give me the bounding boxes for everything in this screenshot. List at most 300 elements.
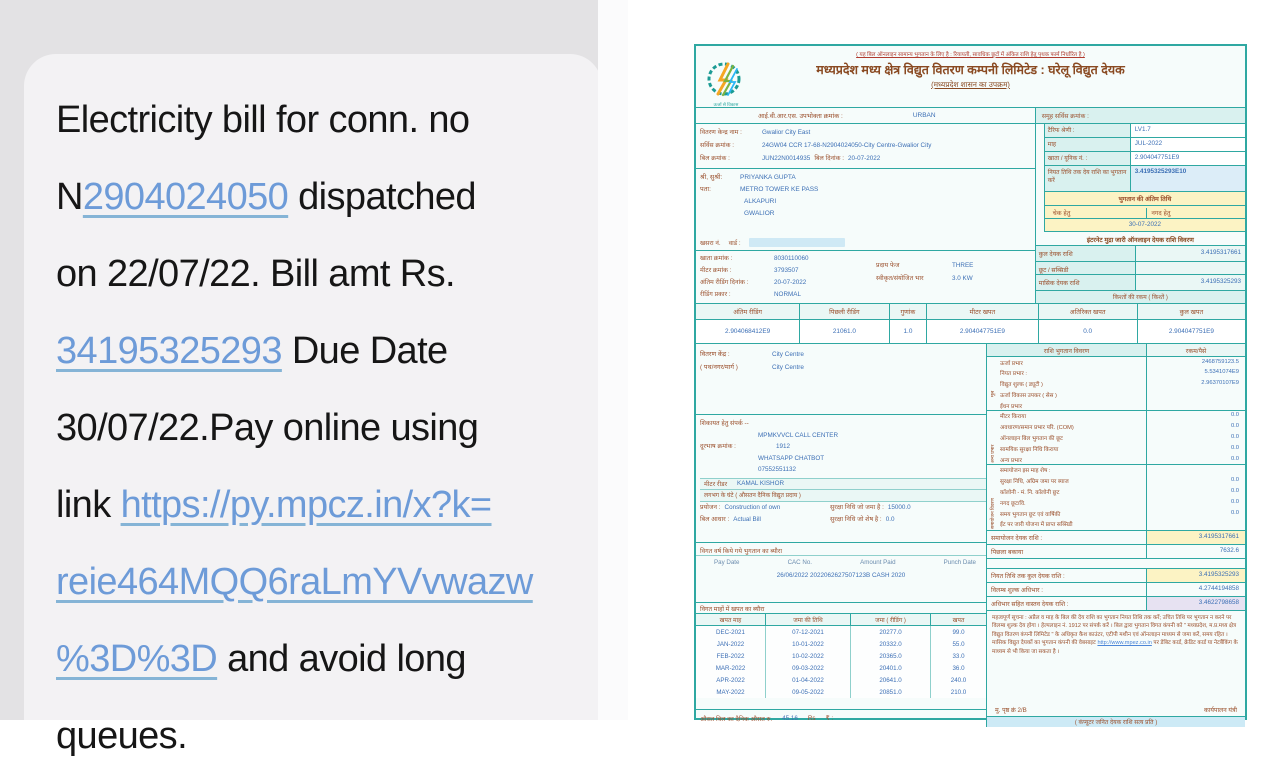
account-label: खाता क्रमांक : — [700, 255, 733, 262]
bill-summary-column — [1036, 108, 1245, 303]
office-info-rows — [696, 124, 1035, 168]
history-header: जमा की तिथि — [766, 614, 851, 626]
call-center-name: MPMKVVCL CALL CENTER — [758, 431, 839, 439]
charge-row — [987, 379, 1245, 390]
readings-header: अंतिम रीडिंग — [696, 304, 800, 320]
sd2-cell — [830, 514, 986, 526]
charge-row — [987, 411, 1245, 422]
rupee-symbol: ₹ : — [825, 715, 834, 722]
charge-value: 2468759123.5 — [1201, 358, 1239, 365]
charge-label: ईंधन प्रभार — [987, 400, 1147, 410]
due-amount-value: 3.4195325293E10 — [1131, 166, 1245, 191]
adjusted-amount-value: 3.4195317661 — [1147, 531, 1245, 544]
last-reading-label: अंतिम रीडिंग दिनांक : — [700, 279, 749, 286]
whatsapp-label: WHATSAPP CHATBOT — [758, 454, 825, 462]
website-url: http://www.mpez.co.in — [1097, 640, 1152, 647]
history-row — [696, 626, 986, 638]
sms-line — [56, 467, 602, 544]
meter-number-row — [700, 265, 1035, 277]
office-value: Gwalior City East — [762, 129, 811, 136]
charge-label: ऊर्जा प्रभार — [987, 357, 1147, 368]
charge-value: 0.0 — [1230, 434, 1239, 441]
phase-row — [876, 259, 973, 272]
sms-text: Due Date — [281, 330, 448, 372]
ivrs-row — [696, 108, 1035, 124]
due-total-value: 3.4195325293 — [1147, 569, 1245, 582]
payment-history-block — [696, 542, 986, 602]
charge-value — [1147, 519, 1245, 530]
meter-info-block — [696, 250, 1035, 303]
signature-row — [987, 702, 1245, 716]
daily-average-unit: Rs — [807, 715, 816, 722]
address-line-1: METRO TOWER KE PASS — [740, 186, 819, 193]
billno-value: JUN22N0014935 — [762, 155, 811, 162]
history-cell: FEB-2022 — [696, 650, 766, 662]
history-cell: 10-02-2022 — [766, 650, 851, 662]
installment-note: किश्तों की रकम ( किश्तें ) — [1036, 291, 1245, 303]
history-cell: MAR-2022 — [696, 662, 766, 674]
service-label: सर्विस क्रमांक : — [700, 142, 734, 149]
history-cell: 10-01-2022 — [766, 638, 851, 650]
charge-value: 0.0 — [1230, 412, 1239, 419]
name-row — [700, 172, 1035, 184]
charge-value: 0.0 — [1230, 477, 1239, 484]
readings-header: मीटर खपत — [927, 304, 1038, 320]
charge-value: 0.0 — [1230, 455, 1239, 462]
readings-value: 1.0 — [890, 320, 928, 344]
phone-row — [700, 441, 986, 453]
history-cell: 20641.0 — [851, 674, 931, 686]
history-cell: 240.0 — [931, 674, 986, 686]
with-surcharge-value: 3.4622798658 — [1147, 597, 1245, 610]
readings-value: 21061.0 — [800, 320, 889, 344]
history-cell: 55.0 — [931, 638, 986, 650]
sms-message-bubble — [24, 54, 602, 757]
readings-value: 2.904068412E9 — [696, 320, 800, 344]
history-cell: 09-05-2022 — [766, 686, 851, 698]
payment-header: Punch Date — [943, 559, 976, 566]
readings-value: 2.904047751E9 — [1138, 320, 1245, 344]
charge-label: सामयिक सुरक्षा निधि किराया — [987, 443, 1147, 454]
sms-line — [56, 621, 602, 698]
address-line-3: GWALIOR — [744, 210, 775, 217]
charge-label: मीटर किराया — [987, 411, 1147, 422]
history-cell: 20277.0 — [851, 626, 931, 638]
charge-row — [987, 508, 1245, 519]
phone-value: 1912 — [775, 443, 790, 450]
monthly-amount-row — [1036, 275, 1245, 291]
history-cell: 20332.0 — [851, 638, 931, 650]
history-cell: MAY-2022 — [696, 686, 766, 698]
dc-sub-value: City Centre — [772, 364, 804, 371]
charge-value: 2.96370107E9 — [1201, 380, 1239, 387]
history-cell: 99.0 — [931, 626, 986, 638]
distribution-centre-block — [696, 344, 986, 414]
last-date-header: भुगतान की अंतिम तिथि — [1045, 192, 1245, 205]
important-notice — [987, 610, 1245, 702]
payment-header: Pay Date — [714, 559, 740, 566]
whatsapp-number: 07552551132 — [758, 466, 797, 473]
readings-header: गुणांक — [890, 304, 928, 320]
surcharge-label: विलम्ब शुल्क अधिभार : — [987, 583, 1147, 596]
logo-caption: ऊर्जा से विकास — [713, 102, 739, 107]
history-header-row — [696, 614, 986, 626]
last-date-header-row — [1045, 192, 1245, 206]
history-header: खपत — [931, 614, 986, 626]
sms-line — [56, 313, 602, 390]
readings-value-row — [696, 320, 1245, 344]
charge-row — [987, 422, 1245, 433]
payment-header: CAC No. — [787, 559, 812, 566]
charge-label: समायोजन इस माह शेष : — [987, 465, 1147, 476]
readings-value: 2.904047751E9 — [927, 320, 1038, 344]
billbase-label: बिल आधार : — [700, 515, 730, 523]
address-row — [700, 184, 1035, 196]
readings-value: 0.0 — [1039, 320, 1138, 344]
due-total-label: नियत तिथि तक कुल देयक राशि : — [987, 569, 1147, 582]
readings-header: अतिरिक्त खपत — [1039, 304, 1138, 320]
bill-title: मध्यप्रदेश मध्य क्षेत्र विद्युत वितरण कम्पनी लिमिटेड : घरेलू विद्युत देयक — [816, 63, 1125, 77]
history-title: विगत माहों में खपत का ब्यौरा — [696, 603, 986, 614]
side-label-group3: समायोजन विवरण — [991, 498, 996, 529]
charge-label: समय भुगतान छूट एवं वार्षिकी — [987, 508, 1147, 519]
payment-url-link[interactable]: https://py.mpcz.in/x?k= — [120, 484, 492, 526]
charge-label: कॉलोनी - मं. नि. कॉलोनी छूट — [987, 487, 1147, 498]
sms-line — [56, 82, 602, 159]
page-number: मु. पृष्ठ क्रं 2/B — [995, 706, 1027, 714]
load-row — [876, 272, 973, 285]
purpose-cell — [700, 502, 830, 514]
history-row — [696, 650, 986, 662]
charge-value — [1147, 400, 1245, 410]
sms-line-clipped — [56, 698, 602, 775]
history-cell: 09-03-2022 — [766, 662, 851, 674]
charge-label: ऊर्जा विकास उपकर ( सेस ) — [987, 389, 1147, 400]
connection-number-link[interactable]: 2904024050 — [82, 176, 289, 218]
khasra-row — [700, 238, 845, 247]
monthly-amount-value: 3.4195325293 — [1136, 275, 1245, 290]
due-total-row — [987, 568, 1245, 582]
month-value: JUL-2022 — [1131, 138, 1245, 151]
complaint-label-row — [700, 418, 986, 430]
meter-reader-name: KAMAL KISHOR — [737, 480, 785, 487]
billdate-value: 20-07-2022 — [848, 155, 881, 162]
charge-row — [987, 519, 1245, 530]
billbase-cell — [700, 514, 830, 526]
sd2-value: 0.0 — [885, 515, 895, 523]
payment-url-link[interactable]: reie464MQQ6raLmYVvwazw — [56, 561, 533, 603]
with-surcharge-label: अधिभार सहित वास्तव देयक राशि : — [987, 597, 1147, 610]
office-label: वितरण केन्द्र नाम : — [700, 129, 742, 136]
total-amount-value: 3.4195317661 — [1136, 246, 1245, 261]
history-cell: 20851.0 — [851, 686, 931, 698]
adjusted-amount-row — [987, 530, 1245, 544]
last-date-value-row — [1045, 219, 1245, 232]
total-amount-row — [1036, 246, 1245, 262]
month-row — [1045, 138, 1245, 152]
sms-panel — [0, 0, 612, 757]
lower-left-column — [696, 344, 987, 727]
sms-text: 30/07/22.Pay online using — [56, 407, 479, 449]
billno-label: बिल क्रमांक : — [700, 155, 730, 162]
sms-text: Electricity bill for conn. no — [56, 99, 470, 141]
tariff-label: टैरिफ श्रेणी : — [1045, 124, 1131, 137]
payment-header: Amount Paid — [860, 559, 896, 566]
surcharge-row — [987, 582, 1245, 596]
meter-number-label: मीटर क्रमांक : — [700, 267, 732, 274]
arrears-value: 7632.6 — [1219, 547, 1239, 555]
consumer-info-column — [696, 108, 1036, 303]
charge-row — [987, 368, 1245, 379]
readings-header: कुल खपत — [1138, 304, 1245, 320]
phase-value: THREE — [952, 262, 974, 269]
charge-value: 5.5341074E9 — [1204, 369, 1239, 376]
charge-row — [987, 476, 1245, 487]
readings-table — [696, 303, 1245, 344]
sms-text: dispatched — [288, 176, 476, 218]
history-cell: 01-04-2022 — [766, 674, 851, 686]
cheque-cash-cells — [1045, 206, 1245, 218]
complaint-contact-block — [696, 414, 986, 542]
history-header: खपत माह — [696, 614, 766, 626]
units-label: खाता / यूनिक नं. : — [1045, 152, 1131, 165]
cash-label: नगद हेतु — [1151, 210, 1171, 217]
mpmkvvcl-logo-icon — [702, 60, 750, 106]
total-amount-label: कुल देयक राशि — [1036, 246, 1136, 261]
subsidy-label: छूट / सब्सिडी — [1036, 262, 1136, 274]
readings-header: पिछली रीडिंग — [800, 304, 889, 320]
charge-row — [987, 433, 1245, 444]
meter-reader-row — [700, 478, 986, 490]
charge-label: सुरक्षा निधि, अग्रिम जमा पर ब्याज — [987, 476, 1147, 487]
bill-subtitle: (मध्यप्रदेश शासन का उपक्रम) — [931, 80, 1010, 89]
notice-paragraph-2c: पर डेबिट कार्ड, क्रेडिट कार्ड या नेटबैंकिंग के माध्यम से भी किया जा सकता है । — [992, 640, 1238, 655]
ward-blank-field — [749, 238, 845, 247]
billdate-label: बिल दिनांक : — [814, 155, 844, 162]
bill-lower-section — [696, 344, 1245, 727]
history-cell: 36.0 — [931, 662, 986, 674]
sms-text: N — [56, 176, 83, 218]
group-service-header: समूह सर्विस क्रमांक : — [1036, 108, 1245, 124]
units-value: 2.904047751E9 — [1131, 152, 1245, 165]
summary-table — [1044, 124, 1245, 232]
last-date-value: 30-07-2022 — [1045, 219, 1245, 231]
engineer-signature-label: कार्यपालन यंत्री — [1203, 706, 1237, 714]
service-value: 24GW04 CCR 17-68-N2904024050-City Centre-Gwalior City — [762, 142, 932, 149]
payment-header-row — [696, 556, 986, 566]
charge-value: 0.0 — [1230, 498, 1239, 505]
history-row — [696, 686, 986, 698]
billbase-row — [700, 514, 986, 526]
charges-table — [987, 357, 1245, 530]
charge-row — [987, 357, 1245, 368]
notice-paragraph-2b: मासिक विद्युत देयकों का भुगतान कंपनी की वेबसाइट — [992, 640, 1098, 647]
phase-load-subblock — [876, 259, 973, 285]
charge-value — [1147, 389, 1245, 400]
ivrs-label: आई.वी.आर.एस. उपभोक्ता क्रमांक : — [758, 113, 843, 120]
charge-row — [987, 443, 1245, 454]
readings-header-row — [696, 304, 1245, 320]
sd-value: 15000.0 — [887, 503, 911, 511]
charge-value: 0.0 — [1230, 444, 1239, 451]
sms-text: link — [56, 484, 121, 526]
monthly-amount-label: मासिक देयक राशि — [1036, 275, 1136, 290]
phone-label: दूरभाष क्रमांक : — [700, 443, 736, 450]
meter-number-value: 3793507 — [774, 267, 799, 274]
sms-line — [56, 544, 602, 621]
area-type-value: URBAN — [912, 112, 936, 119]
sms-text: queues. — [56, 715, 188, 757]
side-label-group1: मूल — [991, 390, 996, 397]
supply-hours-label: लगभग के घंटे ( औसतन दैनिक विद्युत प्रदाय ) — [704, 493, 801, 499]
scrollbar-track[interactable] — [598, 0, 628, 720]
charges-header-row — [987, 344, 1245, 357]
charge-label: अन्य प्रभार — [987, 454, 1147, 464]
dc-label: वितरण केंद्र : — [700, 351, 730, 358]
consumption-history-block — [696, 602, 986, 709]
bill-amount-link[interactable]: 34195325293 — [56, 330, 282, 372]
charge-label: विद्युत शुल्क ( ड्यूटी ) — [987, 379, 1147, 390]
dc-row — [700, 348, 986, 361]
history-row — [696, 674, 986, 686]
sms-line — [56, 390, 602, 467]
complaint-label: शिकायत हेतु संपर्क -- — [700, 420, 749, 427]
surcharge-value: 4.2744194858 — [1198, 585, 1239, 593]
history-cell: 20401.0 — [851, 662, 931, 674]
office-row — [700, 126, 1035, 139]
charge-label: नियत प्रभार : — [987, 368, 1147, 379]
charge-row — [987, 389, 1245, 400]
charge-row — [987, 465, 1245, 476]
purpose-row — [700, 502, 986, 514]
cheque-label: चेक हेतु — [1049, 208, 1148, 218]
last-reading-row — [700, 277, 1035, 289]
charge-row — [987, 454, 1245, 465]
history-header: जमा ( रीडिंग ) — [851, 614, 931, 626]
with-surcharge-row — [987, 596, 1245, 610]
load-value: 3.0 KW — [952, 275, 973, 282]
address-label: पता: — [700, 186, 711, 193]
charge-label: ऑनलाइन बिल भुगतान की छूट — [987, 433, 1147, 444]
adjusted-amount-label: समायोजन देयक राशि : — [987, 531, 1147, 544]
tariff-row — [1045, 124, 1245, 138]
history-row — [696, 638, 986, 650]
sd-cell — [830, 502, 986, 514]
account-value: 8030110060 — [774, 255, 809, 262]
history-cell: 210.0 — [931, 686, 986, 698]
sms-text: on 22/07/22. Bill amt Rs. — [56, 253, 455, 295]
reading-type-label: रीडिंग प्रकार : — [700, 291, 731, 298]
online-note: इंटरनेट मुद्रा जारी ऑनलाइन देयक राशि विवरण — [1086, 237, 1194, 244]
charge-row — [987, 487, 1245, 498]
tariff-value: LV1.7 — [1131, 124, 1245, 137]
name-label: श्री, सुश्री: — [700, 174, 723, 181]
history-cell: 07-12-2021 — [766, 626, 851, 638]
daily-average-label: औसत बिल का दैनिक औसत रु. — [700, 716, 773, 723]
khasra-label: खसरा नं. — [700, 240, 721, 247]
cheque-cash-row — [1045, 206, 1245, 219]
due-amount-row — [1045, 166, 1245, 192]
due-amount-label: नियत तिथि तक देय राशि का भुगतान करें — [1045, 166, 1131, 191]
charge-value: 0.0 — [1230, 488, 1239, 495]
history-cell: 33.0 — [931, 650, 986, 662]
consumer-name: PRIYANKA GUPTA — [740, 174, 796, 181]
charge-value: 0.0 — [1230, 423, 1239, 430]
lower-right-column — [987, 344, 1245, 727]
history-cell: APR-2022 — [696, 674, 766, 686]
purpose-label: प्रयोजन : — [700, 503, 721, 511]
billbase-value: Actual Bill — [733, 515, 761, 523]
totals-table — [1036, 245, 1245, 303]
payment-url-link[interactable]: %3D%3D — [56, 638, 218, 680]
arrears-row — [987, 544, 1245, 558]
electricity-bill-document — [694, 44, 1247, 726]
supply-hours-row — [700, 490, 986, 502]
reading-type-value: NORMAL — [774, 291, 801, 298]
history-cell: 20365.0 — [851, 650, 931, 662]
notice-paragraph-2a: बिल द्वारा भुगतान विगत कंपनी को " मध्यप्रदेश, म.प्र.मध्य क्षेत्र विद्युत वितरण कंपनी लिमिटेड " के अधिकृत कैश काउंटर, एटीपी मशीन एवं ऑनलाइन माध्यम से जमा करें, समय रहित । — [992, 623, 1237, 638]
daily-average-value: 45.16 — [782, 715, 798, 722]
charge-value: 0.0 — [1230, 509, 1239, 516]
computer-generated-strip: ( कंप्यूटर जनित देयक राशि सत्य प्रति ) — [987, 716, 1245, 727]
reading-type-row — [700, 289, 1035, 301]
bill-upper-section — [696, 108, 1245, 303]
consumer-name-block — [696, 168, 1035, 250]
history-cell: JAN-2022 — [696, 638, 766, 650]
subsidy-row — [1036, 262, 1245, 275]
account-row — [700, 253, 1035, 265]
dc-sub-label: ( पथ/नगर/मार्ग ) — [700, 364, 738, 371]
dc-value: City Centre — [772, 351, 804, 358]
service-row — [700, 139, 1035, 152]
load-label: स्वीकृत/संयोजित भार — [876, 275, 924, 282]
history-cell: DEC-2021 — [696, 626, 766, 638]
charges-amount-header: रकम/पैसे — [1147, 344, 1245, 356]
charge-row — [987, 400, 1245, 411]
ward-label: वार्ड : — [728, 240, 741, 247]
billno-row — [700, 152, 1035, 165]
side-label-group2: अन्य प्रभार — [991, 444, 996, 463]
daily-average-row — [696, 709, 986, 727]
charges-header-label: राशि भुगतान विवरण — [987, 344, 1147, 356]
payment-title: विगत वर्ष किये गये भुगतान का ब्यौरा — [696, 543, 986, 556]
month-label: माह — [1045, 138, 1131, 151]
notice-paragraph-1: महत्वपूर्ण सूचना : अप्रैल व माह के बिल की देय राशि का भुगतान नियत तिथि तक करें; उचित तिथि पर भुगतान न करने पर विलम्ब शुल्क देय होगा । हेल्पलाइन नं. 1912 पर संपर्क करें । — [992, 614, 1232, 630]
spacer — [987, 558, 1245, 568]
history-row — [696, 662, 986, 674]
charge-value — [1147, 465, 1245, 476]
last-reading-value: 20-07-2022 — [774, 279, 807, 286]
charge-label: ईंट पर जारी योजना में प्राप्त सब्सिडी — [987, 519, 1147, 530]
arrears-label: पिछला बकाया — [987, 545, 1147, 558]
charge-row — [987, 497, 1245, 508]
address-line-2: ALKAPURI — [744, 198, 777, 205]
payment-record: 26/06/2022 2022062627507123B CASH 2020 — [776, 572, 906, 579]
meter-reader-label: मीटर रीडर — [704, 481, 728, 488]
bill-top-note: ( यह बिल ऑनलाइन सामान्य भुगतान के लिए है : रियायती, सावधिक छूटों में अंकित राशि हेतु पृथक फार्म निर्धारित है ) — [856, 52, 1085, 58]
sd2-label: सुरक्षा निधि जो शेष है : — [830, 515, 882, 523]
sd-label: सुरक्षा निधि जो जमा है : — [830, 503, 884, 511]
phase-label: प्रदाय फेज — [876, 262, 900, 269]
charge-label: अवधारण/समान प्रभार परि. (COM) — [987, 422, 1147, 433]
sms-line — [56, 159, 602, 236]
sms-text: and avoid long — [217, 638, 466, 680]
dc-sub-row — [700, 361, 986, 374]
bill-header — [696, 50, 1245, 108]
purpose-value: Construction of own — [724, 503, 781, 511]
sms-line — [56, 236, 602, 313]
subsidy-value — [1136, 262, 1245, 274]
